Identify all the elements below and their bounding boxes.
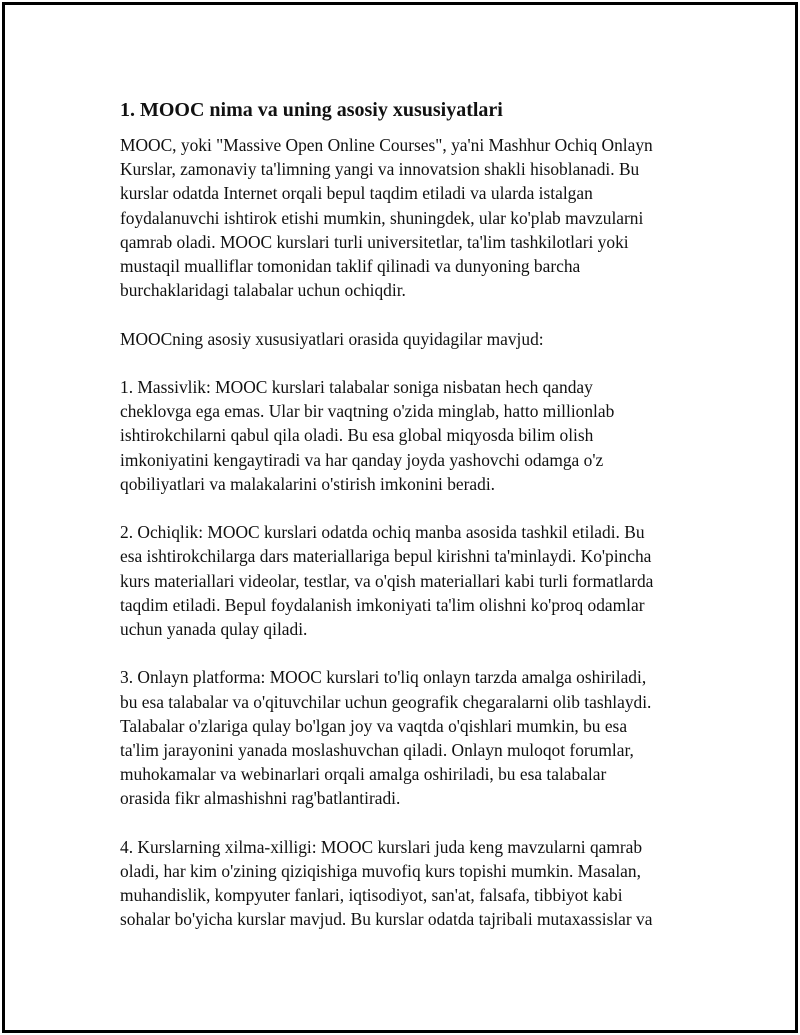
page-frame [2, 2, 798, 1033]
features-lead-paragraph: MOOCning asosiy xususiyatlari orasida quyidagilar mavjud: [120, 328, 544, 349]
feature-onlayn-platforma-paragraph: 3. Onlayn platforma: MOOC kurslari to'liq onlayn tarzda amalga oshiriladi, bu esa talabalar va o'qituvchilar uchun geografik chegaralarni olib tashlaydi. Talabalar o'zlariga qulay bo'lgan joy va vaqtda o'qishlari mumkin, bu esa ta'lim jarayonini yanada moslashuvchan qiladi. Onlayn muloqot forumlar, muhokamalar va webinarlari orqali amalga oshiriladi, bu esa talabalar orasida fikr almashishni rag'batlantiradi. [120, 667, 652, 809]
feature-massivlik-paragraph: 1. Massivlik: MOOC kurslari talabalar soniga nisbatan hech qanday cheklovga ega emas. Ular bir vaqtning o'zida minglab, hatto millionlab ishtirokchilarni qabul qila oladi. Bu esa global miqyosda bilim olish imkoniyatini kengaytiradi va har qanday joyda yashovchi odamga o'z qobiliyatlari va malakalarini o'stirish imkonini beradi. [120, 377, 615, 494]
feature-ochiqlik-paragraph: 2. Ochiqlik: MOOC kurslari odatda ochiq manba asosida tashkil etiladi. Bu esa ishtirokchilarga dars materiallariga bepul kirishni ta'minlaydi. Ko'pincha kurs materiallari videolar, testlar, va o'qish materiallari kabi turli formatlarda taqdim etiladi. Bepul foydalanish imkoniyati ta'lim olishni ko'proq odamlar uchun yanada qulay qiladi. [120, 522, 654, 640]
document-body [120, 97, 690, 956]
section-heading: 1. MOOC nima va uning asosiy xususiyatlari [120, 99, 503, 121]
intro-paragraph: MOOC, yoki "Massive Open Online Courses", ya'ni Mashhur Ochiq Onlayn Kurslar, zamonaviy ta'limning yangi va innovatsion shakli hisoblanadi. Bu kurslar odatda Internet orqali bepul taqdim etiladi va ularda istalgan foydalanuvchi ishtirok etishi mumkin, shuningdek, ular ko'plab mavzularni qamrab oladi. MOOC kurslari turli universitetlar, ta'lim tashkilotlari yoki mustaqil mualliflar tomonidan taklif qilinadi va dunyoning barcha burchaklaridagi talabalar uchun ochiqdir. [120, 135, 653, 301]
feature-xilma-xillik-paragraph: 4. Kurslarning xilma-xilligi: MOOC kurslari juda keng mavzularni qamrab oladi, har kim o'zining qiziqishiga muvofiq kurs topishi mumkin. Masalan, muhandislik, kompyuter fanlari, iqtisodiyot, san'at, falsafa, tibbiyot kabi sohalar bo'yicha kurslar mavjud. Bu kurslar odatda tajribali mutaxassislar va [120, 836, 653, 930]
